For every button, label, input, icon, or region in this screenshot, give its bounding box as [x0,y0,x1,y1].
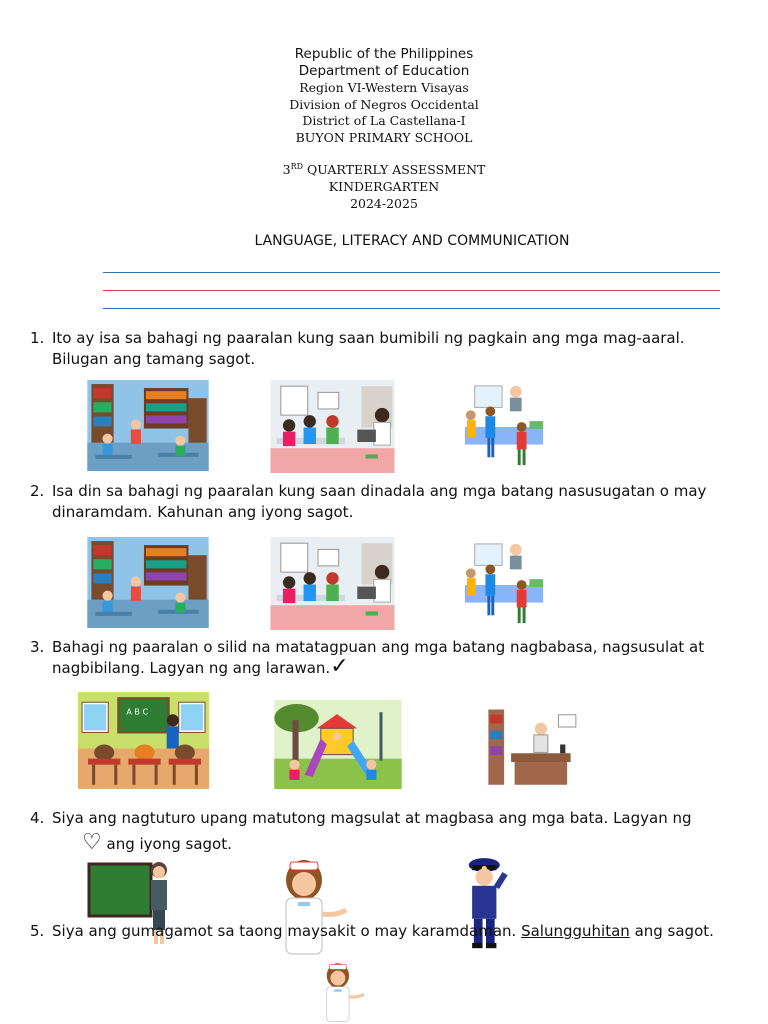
canteen-image[interactable] [460,382,550,470]
question-text: Ito ay isa sa bahagi ng paaralan kung saan bumibili ng pagkain ang mga mag-aaral. Bilugan ang tamang sagot. [52,329,685,368]
question-number: 1. [30,329,45,347]
header-deped: Department of Education [298,63,470,79]
question-text-end: ang iyong sagot. [106,835,232,853]
question-3 [30,637,730,679]
checkmark-icon: ✓ [330,654,349,679]
question-text: Bahagi ng paaralan o silid na matatagpuan ang mga batang nagbabasa, nagsusulat at nagbibilang. Lagyan ng [52,638,705,677]
question-4 [30,805,730,857]
header-division: Division of Negros Occidental [289,97,479,112]
rule-blue-top [103,272,720,273]
library-image[interactable] [87,537,209,628]
subject-title: LANGUAGE, LITERACY AND COMMUNICATION [254,233,570,249]
clinic-image[interactable] [270,537,395,630]
canteen-image[interactable] [460,540,550,628]
question-number: 2. [30,482,45,500]
header-assessment [0,162,768,177]
nurse-image[interactable] [296,962,386,1024]
question-number: 5. [30,922,45,940]
question-text: Siya ang nagtuturo upang matutong magsulat at magbasa ang mga bata. Lagyan ng [52,809,692,827]
assessment-superscript: RD [290,162,304,171]
office-image[interactable] [481,706,585,790]
header-republic: Republic of the Philippines [294,46,474,62]
police-image[interactable] [460,848,512,960]
assessment-number: 3 [282,162,291,178]
header-district: District of La Castellana-I [302,113,466,128]
clinic-image[interactable] [270,380,395,473]
question-text: Siya ang gumagamot sa taong maysakit o may karamdaman. [52,922,517,940]
underlined-instruction: Salungguhitan [521,922,630,940]
question-1 [30,328,730,370]
nurse-image[interactable] [264,858,354,958]
header-year: 2024-2025 [350,196,418,211]
question-text: Isa din sa bahagi ng paaralan kung saan dinadala ang mga batang nasusugatan o may dinaramdam. Kahunan ang iyong sagot. [52,482,707,521]
header-region: Region VI-Western Visayas [299,80,469,95]
question-number: 4. [30,809,45,827]
rule-red [103,290,720,291]
library-image[interactable] [87,380,209,471]
question-text-end: ang larawan. [232,659,331,677]
question-2 [30,481,730,523]
header-grade: KINDERGARTEN [328,179,440,194]
question-number: 3. [30,638,45,656]
header-school: BUYON PRIMARY SCHOOL [295,130,473,145]
question-5 [30,921,730,942]
question-text-end: ang sagot. [634,922,714,940]
classroom-image[interactable] [78,692,209,789]
playground-image[interactable] [274,700,402,789]
rule-blue-bottom [103,308,720,309]
assessment-title: QUARTERLY ASSESSMENT [303,162,486,178]
heart-icon: ♡ [82,830,102,855]
